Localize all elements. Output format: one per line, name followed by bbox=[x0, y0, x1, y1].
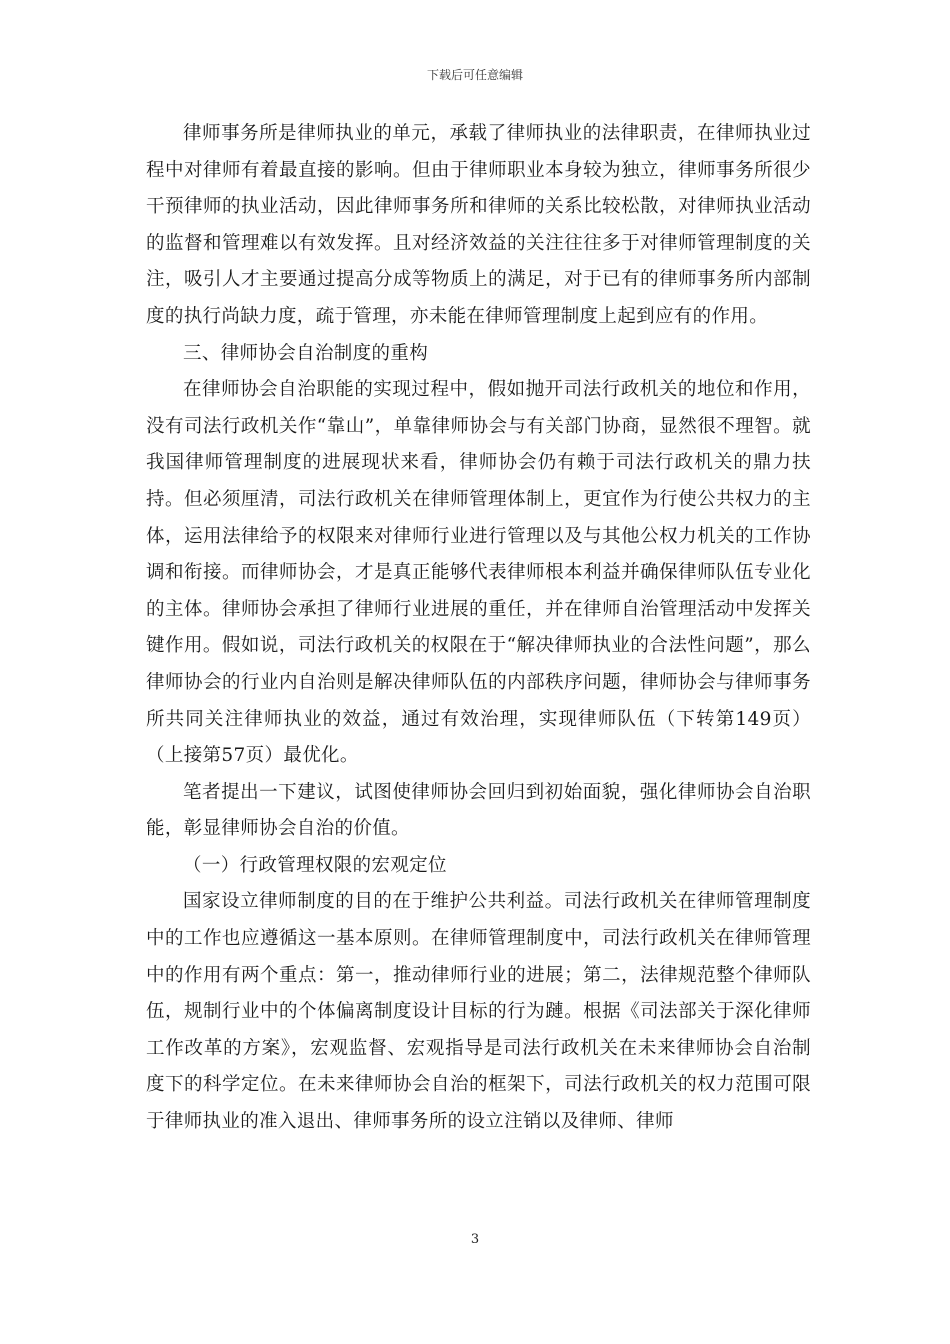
page-number: 3 bbox=[470, 1232, 480, 1247]
section-heading-reconstruction: 三、律师协会自治制度的重构 bbox=[183, 342, 429, 364]
paragraph-judicial-administration: 国家设立律师制度的目的在于维护公共利益。司法行政机关在律师管理制度中的工作也应遵循这一基本原则。在律师管理制度中，司法行政机关在律师管理中的作用有两个重点：第一，推动律师行业的进展；第二，法律规范整个律师队伍，规制行业中的个体偏离制度设计目标的行为蹥。根据《司法部关于深化律师工作改革的方案》，宏观监督、宏观指导是司法行政机关在未来律师协会自治制度下的科学定位。在未来律师协会自治的框架下，司法行政机关的权力范围可限于律师执业的准入退出、律师事务所的设立注销以及律师、律师 bbox=[146, 891, 811, 1133]
document-body bbox=[146, 116, 811, 1141]
paragraph-author-suggestions: 笔者提出一下建议，试图使律师协会回归到初始面貌，强化律师协会自治职能，彰显律师协会自治的价值。 bbox=[146, 781, 811, 840]
paragraph-bar-association-autonomy: 在律师协会自治职能的实现过程中，假如抛开司法行政机关的地位和作用，没有司法行政机关作“靠山”，单靠律师协会与有关部门协商，显然很不理智。就我国律师管理制度的进展现状来看，律师协会仍有赖于司法行政机关的鼎力扶持。但必须厘清，司法行政机关在律师管理体制上，更宜作为行使公共权力的主体，运用法律给予的权限来对律师行业进行管理以及与其他公权力机关的工作协调和衔接。而律师协会，才是真正能够代表律师根本利益并确保律师队伍专业化的主体。律师协会承担了律师行业进展的重任，并在律师自治管理活动中发挥关键作用。假如说，司法行政机关的权限在于“解决律师执业的合法性问题”，那么律师协会的行业内自治则是解决律师队伍的内部秩序问题，律师协会与律师事务所共同关注律师执业的效益，通过有效治理，实现律师队伍（下转第149页）（上接第57页）最优化。 bbox=[146, 379, 811, 767]
paragraph-law-firm-role: 律师事务所是律师执业的单元，承载了律师执业的法律职责，在律师执业过程中对律师有着最直接的影响。但由于律师职业本身较为独立，律师事务所很少干预律师的执业活动，因此律师事务所和律师的关系比较松散，对律师执业活动的监督和管理难以有效发挥。且对经济效益的关注往往多于对律师管理制度的关注，吸引人才主要通过提高分成等物质上的满足，对于已有的律师事务所内部制度的执行尚缺力度，疏于管理，亦未能在律师管理制度上起到应有的作用。 bbox=[146, 123, 811, 327]
page-header: 下载后可任意编辑 bbox=[426, 68, 523, 82]
subsection-heading-macro-positioning: （一）行政管理权限的宏观定位 bbox=[183, 854, 447, 876]
